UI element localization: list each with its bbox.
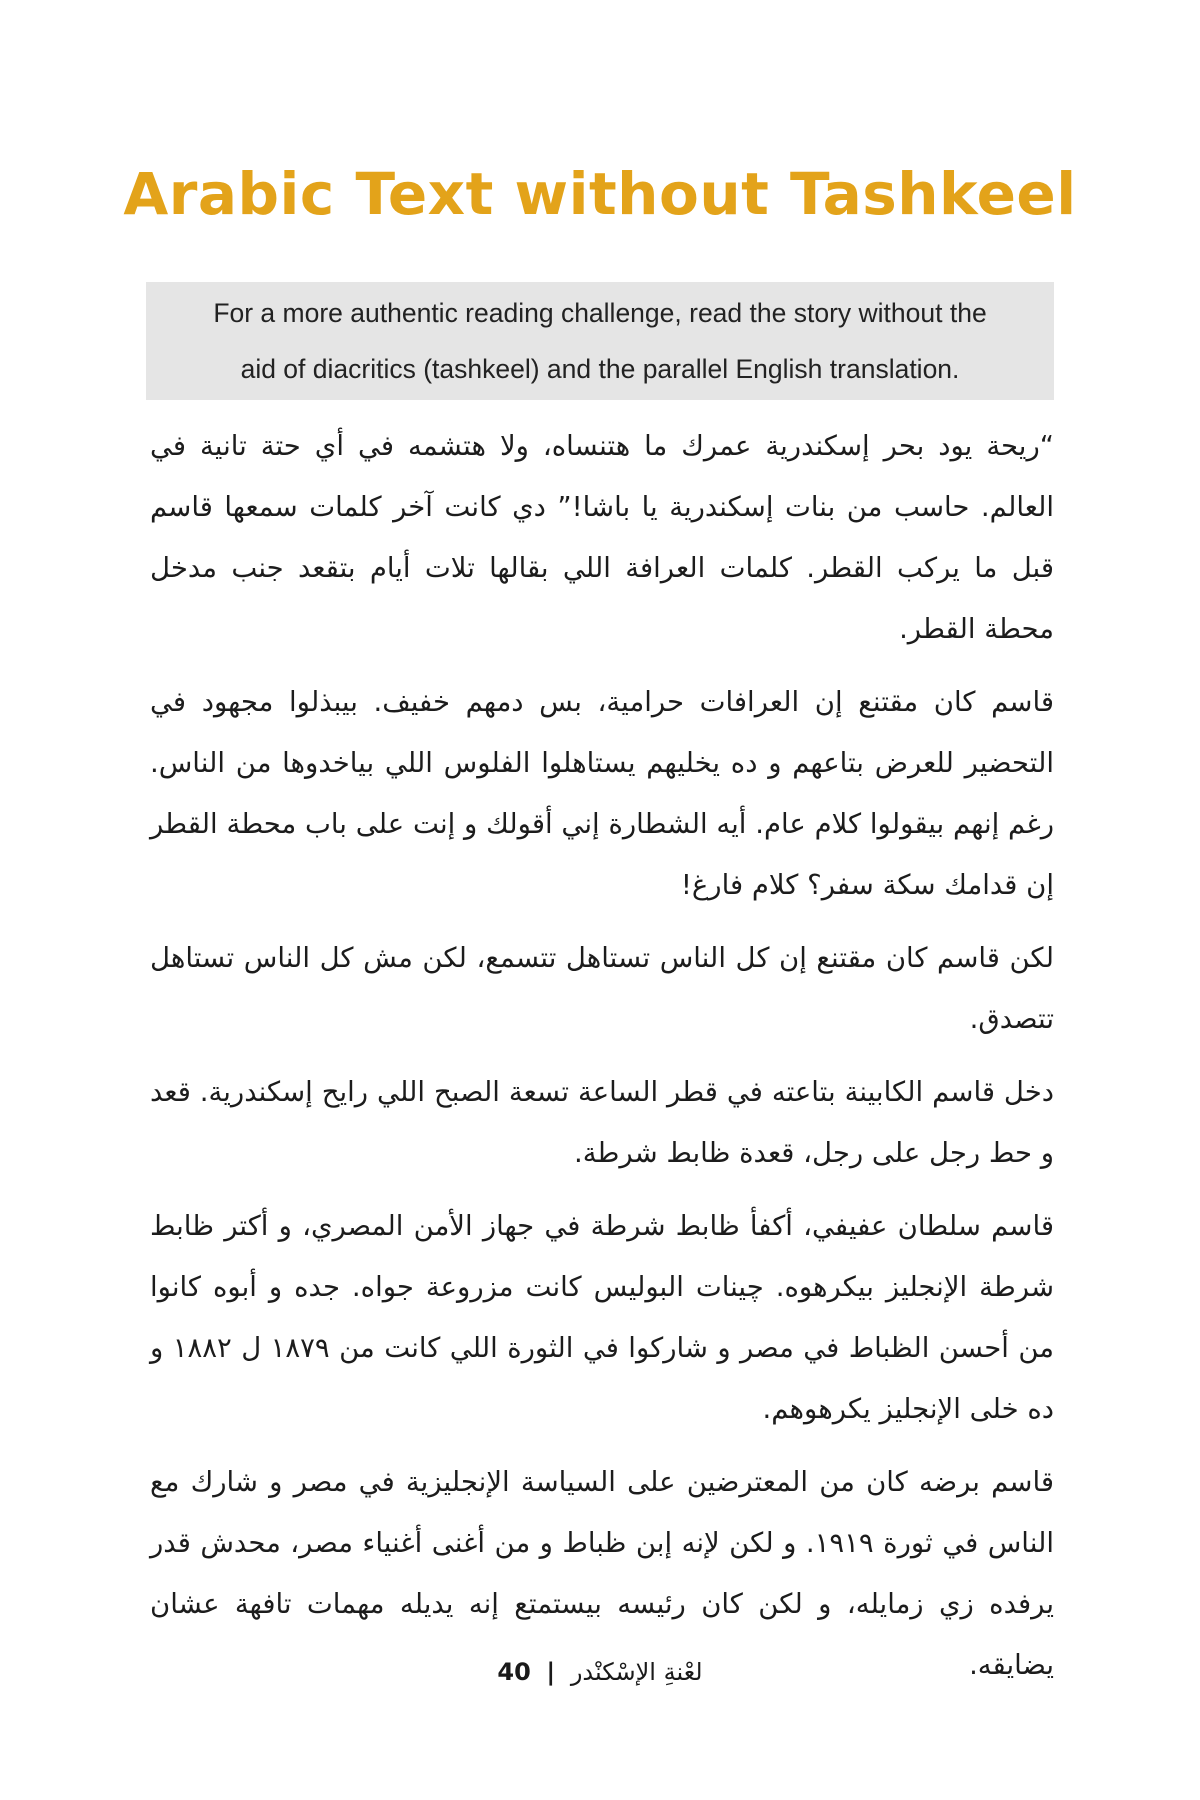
page-number: 40 (497, 1658, 531, 1686)
paragraph: دخل قاسم الكابينة بتاعته في قطر الساعة تسعة الصبح اللي رايح إسكندرية. قعد و حط رجل على رجل، قعدة ظابط شرطة. (150, 1076, 1054, 1169)
footer-separator: | (546, 1658, 556, 1686)
book-title: لعْنةِ الإسْكنْدر (570, 1658, 703, 1686)
paragraph: “ريحة يود بحر إسكندرية عمرك ما هتنساه، ولا هتشمه في أي حتة تانية في العالم. حاسب من بنات إسكندرية يا باشا!” دي كانت آخر كلمات سمعها قاسم قبل ما يركب القطر. كلمات العرافة اللي بقالها تلات أيام بتقعد جنب مدخل محطة القطر. (150, 430, 1054, 645)
page-footer (0, 1658, 1200, 1686)
paragraph: لكن قاسم كان مقتنع إن كل الناس تستاهل تتسمع، لكن مش كل الناس تستاهل تتصدق. (150, 942, 1054, 1035)
reading-note-line-1: For a more authentic reading challenge, read the story without the (213, 298, 987, 328)
paragraph: قاسم سلطان عفيفي، أكفأ ظابط شرطة في جهاز الأمن المصري، و أكتر ظابط شرطة الإنجليز بيكرهوه. چينات البوليس كانت مزروعة جواه. جده و أبوه كانوا من أحسن الظباط في مصر و شاركوا في الثورة اللي كانت من ١٨٧٩ ل ١٨٨٢ و ده خلى الإنجليز يكرهوهم. (150, 1210, 1054, 1425)
reading-note-box (146, 282, 1054, 400)
page-title: Arabic Text without Tashkeel (123, 160, 1077, 228)
paragraph: قاسم كان مقتنع إن العرافات حرامية، بس دمهم خفيف. بيبذلوا مجهود في التحضير للعرض بتاعهم و ده يخليهم يستاهلوا الفلوس اللي بياخدوها من الناس. رغم إنهم بيقولوا كلام عام. أيه الشطارة إني أقولك و إنت على باب محطة القطر إن قدامك سكة سفر؟ كلام فارغ! (150, 686, 1054, 901)
paragraph: قاسم برضه كان من المعترضين على السياسة الإنجليزية في مصر و شارك مع الناس في ثورة ١٩١٩. و لكن لإنه إبن ظباط و من أغنى أغنياء مصر، محدش قدر يرفده زي زمايله، و لكن كان رئيسه بيستمتع إنه يديله مهمات تافهة عشان يضايقه. (150, 1466, 1055, 1681)
story-text (150, 416, 1054, 1708)
reading-note-line-2: aid of diacritics (tashkeel) and the parallel English translation. (240, 354, 960, 384)
